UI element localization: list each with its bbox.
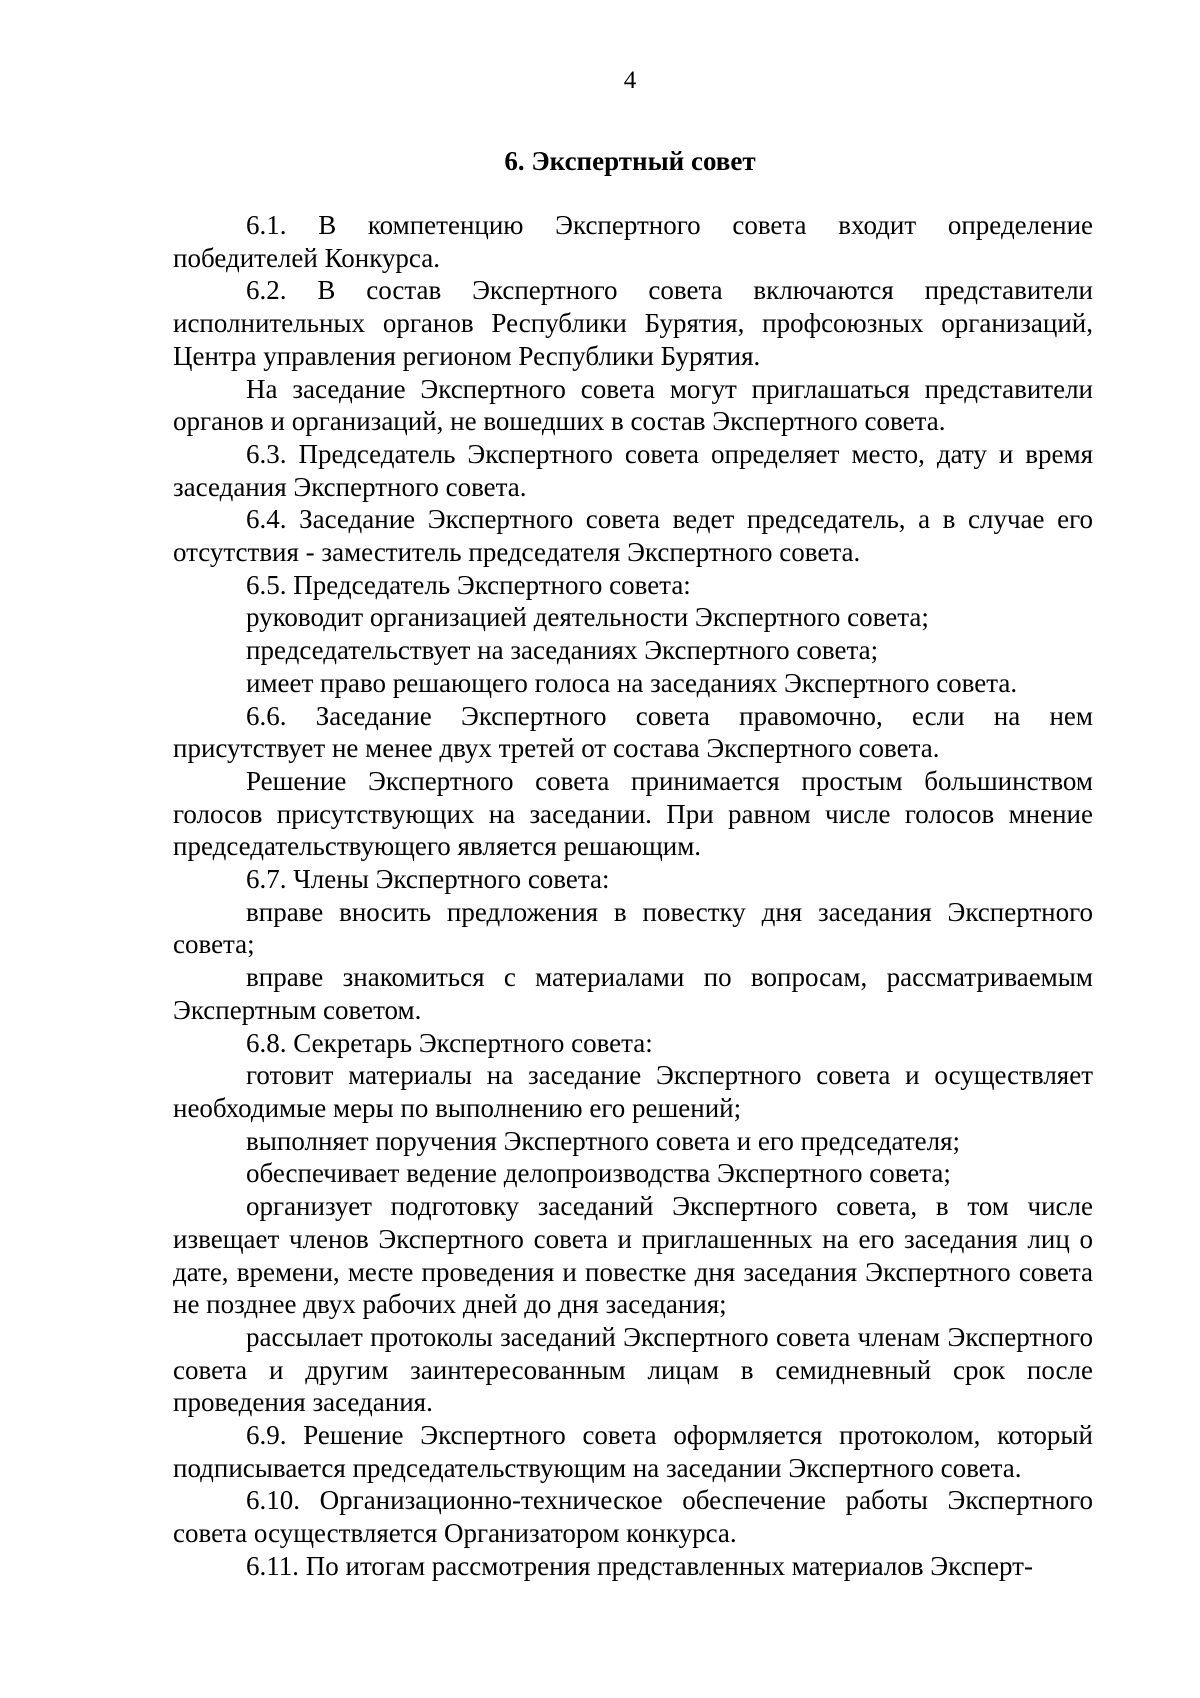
paragraph-6-5: 6.5. Председатель Экспертного совета: bbox=[246, 569, 691, 600]
paragraph-6-5-item-1: руководит организацией деятельности Экспертного совета; bbox=[246, 602, 929, 633]
paragraph-6-5-item-2: председательствует на заседаниях Экспертного совета; bbox=[246, 635, 879, 666]
paragraph-6-8-item-3: обеспечивает ведение делопроизводства Экспертного совета; bbox=[246, 1158, 951, 1189]
paragraph-6-2: 6.2. В состав Экспертного совета включаются представители исполнительных органов Республики Бурятия, профсоюзных организаций, Центра управления регионом Республики Бурятия. bbox=[173, 275, 1093, 371]
document-body bbox=[173, 209, 1093, 1583]
paragraph-6-2-invitation: На заседание Экспертного совета могут приглашаться представители органов и организаций, не вошедших в состав Экспертного совета. bbox=[173, 373, 1093, 437]
page-number: 4 bbox=[623, 67, 637, 94]
paragraph-6-3: 6.3. Председатель Экспертного совета определяет место, дату и время заседания Экспертного совета. bbox=[173, 438, 1093, 502]
paragraph-6-6: 6.6. Заседание Экспертного совета правомочно, если на нем присутствует не менее двух третей от состава Экспертного совета. bbox=[173, 700, 1093, 764]
paragraph-6-5-item-3: имеет право решающего голоса на заседаниях Экспертного совета. bbox=[246, 667, 1018, 698]
paragraph-6-6-decision: Решение Экспертного совета принимается простым большинством голосов присутствующих на заседании. При равном числе голосов мнение председательствующего является решающим. bbox=[173, 765, 1093, 862]
section-title: 6. Экспертный совет bbox=[504, 146, 756, 176]
paragraph-6-8-item-2: выполняет поручения Экспертного совета и его председателя; bbox=[246, 1125, 961, 1156]
paragraph-6-10: 6.10. Организационно-техническое обеспечение работы Экспертного совета осуществляется Организатором конкурса. bbox=[173, 1485, 1093, 1549]
paragraph-6-1: 6.1. В компетенцию Экспертного совета входит определение победителей Конкурса. bbox=[173, 210, 1093, 273]
paragraph-6-7-item-1: вправе вносить предложения в повестку дня заседания Экспертного совета; bbox=[173, 896, 1093, 960]
paragraph-6-8: 6.8. Секретарь Экспертного совета: bbox=[246, 1027, 653, 1058]
paragraph-6-7: 6.7. Члены Экспертного совета: bbox=[246, 864, 610, 895]
paragraph-6-9: 6.9. Решение Экспертного совета оформляется протоколом, который подписывается председательствующим на заседании Экспертного совета. bbox=[173, 1420, 1093, 1483]
paragraph-6-8-item-1: готовит материалы на заседание Экспертного совета и осуществляет необходимые меры по выполнению его решений; bbox=[173, 1060, 1093, 1123]
paragraph-6-7-item-2: вправе знакомиться с материалами по вопросам, рассматриваемым Экспертным советом. bbox=[173, 962, 1093, 1025]
paragraph-6-11: 6.11. По итогам рассмотрения представленных материалов Эксперт- bbox=[246, 1550, 1033, 1581]
paragraph-6-8-item-5: рассылает протоколы заседаний Экспертного совета членам Экспертного совета и другим заинтересованным лицам в семидневный срок после проведения заседания. bbox=[173, 1321, 1093, 1418]
paragraph-6-8-item-4: организует подготовку заседаний Экспертного совета, в том числе извещает членов Экспертного совета и приглашенных на его заседания лиц о дате, времени, месте проведения и повестке дня заседания Экспертного совета не позднее двух рабочих дней до дня заседания; bbox=[173, 1191, 1093, 1320]
paragraph-6-4: 6.4. Заседание Экспертного совета ведет председатель, а в случае его отсутствия - заместитель председателя Экспертного совета. bbox=[173, 504, 1093, 568]
